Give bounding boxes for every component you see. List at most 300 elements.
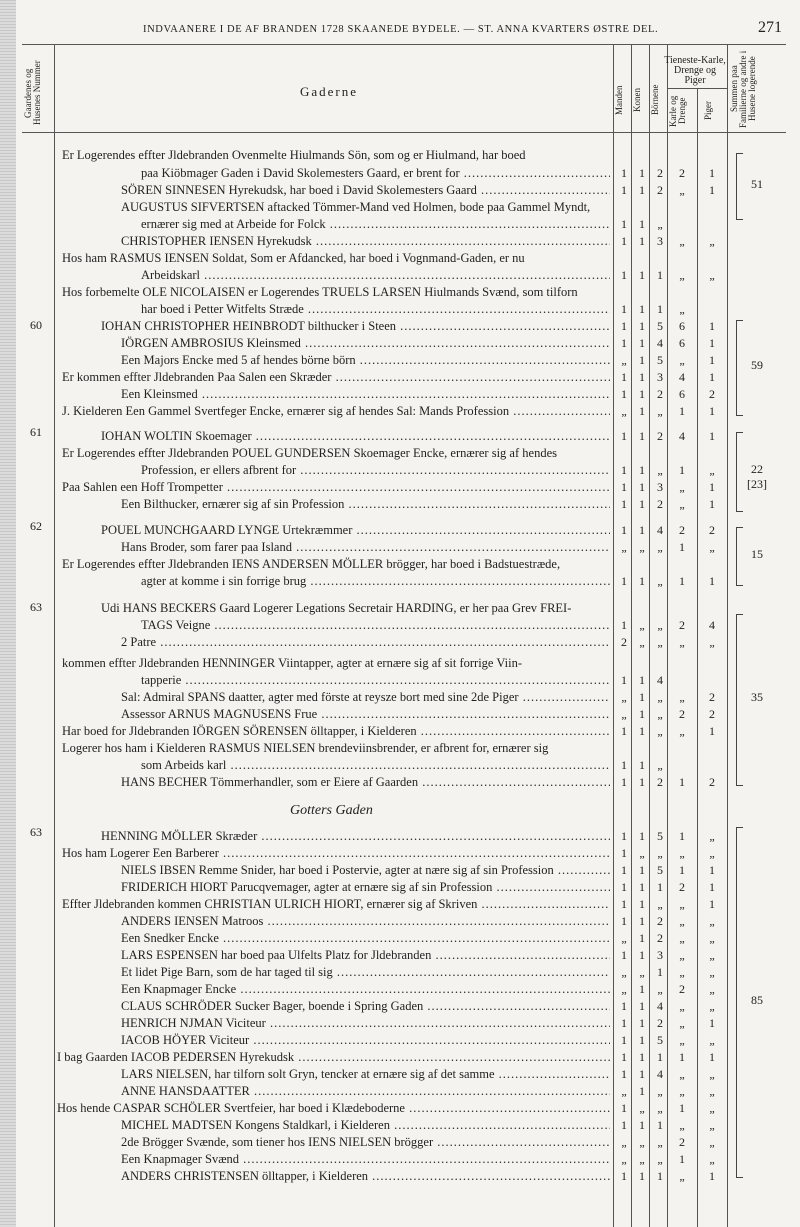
entry-text: Er Logerendes effter Jldebranden POUEL GUNDERSEN Skoemager Encke, ernærer sig af hendes <box>62 446 557 460</box>
entry-text: J. Kielderen Een Gammel Svertfeger Encke, ernærer sig af hendes Sal: Mands Profession ..... <box>62 404 610 418</box>
wife-count: 1 <box>639 268 645 282</box>
male-servants-count: „ <box>679 497 685 511</box>
family-total: 15 <box>751 546 763 561</box>
girls-count: 1 <box>709 353 715 367</box>
men-count: 1 <box>621 673 627 687</box>
entry-text: Har boed for Jldebranden IÖRGEN SÖRENSEN ölltapper, i Kielderen ..... <box>62 724 610 738</box>
men-count: 1 <box>621 1101 627 1115</box>
children-count: „ <box>657 1135 663 1149</box>
men-count: „ <box>621 931 627 945</box>
entry-text: POUEL MUNCHGAARD LYNGE Urtekræmmer ..... <box>101 523 610 537</box>
male-servants-count: „ <box>679 846 685 860</box>
entry-text: Assessor ARNUS MAGNUSENS Frue ..... <box>121 707 610 721</box>
male-servants-count: 2 <box>679 523 685 537</box>
children-count: 2 <box>657 183 663 197</box>
entry-text: ANDERS CHRISTENSEN ölltapper, i Kielderen ..... <box>121 1169 610 1183</box>
register-entry <box>62 147 610 164</box>
male-servants-count: „ <box>679 480 685 494</box>
entry-text: AUGUSTUS SIFVERTSEN aftacked Tömmer-Mand ved Holmen, bode paa Gammel Myndt, <box>121 200 591 214</box>
men-count: 1 <box>621 234 627 248</box>
entry-text: SÖREN SINNESEN Hyrekudsk, har boed i David Skolemesters Gaard ..... <box>121 183 610 197</box>
register-entry <box>62 556 610 573</box>
register-entry <box>141 573 610 590</box>
family-total: 51 <box>751 176 763 191</box>
men-count: 1 <box>621 948 627 962</box>
entry-text: paa Kiöbmager Gaden i David Skolemesters Gaard, er brent for ..... <box>141 166 610 180</box>
men-count: 1 <box>621 863 627 877</box>
header-children: Börnene <box>650 84 660 116</box>
male-servants-count: 1 <box>679 829 685 843</box>
men-count: 1 <box>621 897 627 911</box>
children-count: „ <box>657 540 663 554</box>
register-entry <box>121 981 610 998</box>
wife-count: 1 <box>639 387 645 401</box>
children-count: 2 <box>657 914 663 928</box>
entry-text: Sal: Admiral SPANS daatter, agter med förste at reysze bort med sine 2de Piger ..... <box>121 690 610 704</box>
male-servants-count: 1 <box>679 863 685 877</box>
entry-text: Logerer hos ham i Kielderen RASMUS NIELSEN brendeviinsbrender, er afbrent for, ernærer sig <box>62 741 549 755</box>
men-count: 1 <box>621 166 627 180</box>
family-bracket <box>736 153 743 220</box>
children-count: 4 <box>657 1067 663 1081</box>
register-entry <box>121 964 610 981</box>
entry-text: agter at komme i sin forrige brug ..... <box>141 574 610 588</box>
register-entry <box>101 428 610 445</box>
children-count: „ <box>657 1152 663 1166</box>
male-servants-count: 6 <box>679 336 685 350</box>
male-servants-count: 6 <box>679 387 685 401</box>
men-count: 1 <box>621 387 627 401</box>
male-servants-count: 2 <box>679 618 685 632</box>
children-count: 4 <box>657 999 663 1013</box>
wife-count: 1 <box>639 370 645 384</box>
entry-text: ernærer sig med at Arbeide for Folck ..... <box>141 217 610 231</box>
entry-text: Hos hende CASPAR SCHÖLER Svertfeier, har boed i Klædeboderne ..... <box>57 1101 610 1115</box>
men-count: 1 <box>621 880 627 894</box>
children-count: 3 <box>657 370 663 384</box>
children-count: 5 <box>657 1033 663 1047</box>
male-servants-count: „ <box>679 302 685 316</box>
entry-text: NIELS IBSEN Remme Snider, har boed i Postervie, agter at nære sig af sin Profession ..... <box>121 863 610 877</box>
wife-count: „ <box>639 540 645 554</box>
wife-count: „ <box>639 618 645 632</box>
children-count: „ <box>657 217 663 231</box>
house-number: 60 <box>30 318 42 332</box>
wife-count: 1 <box>639 775 645 789</box>
wife-count: 1 <box>639 404 645 418</box>
entry-text: 2de Brögger Svænde, som tiener hos IENS NIELSEN brögger ..... <box>121 1135 610 1149</box>
header-wife: Konen <box>632 88 642 112</box>
girls-count: „ <box>709 1101 715 1115</box>
register-entry <box>121 199 610 216</box>
men-count: „ <box>621 1135 627 1149</box>
register-entry <box>121 496 610 513</box>
entry-text: Er Logerendes effter Jldebranden Ovenmelte Hiulmands Sön, som og er Hiulmand, har boed <box>62 148 526 162</box>
men-count: 1 <box>621 268 627 282</box>
male-servants-count: 1 <box>679 463 685 477</box>
wife-count: 1 <box>639 863 645 877</box>
entry-text: CHRISTOPHER IENSEN Hyrekudsk ..... <box>121 234 610 248</box>
girls-count: 1 <box>709 897 715 911</box>
men-count: „ <box>621 707 627 721</box>
register-entry <box>141 216 610 233</box>
male-servants-count: „ <box>679 690 685 704</box>
register-entry <box>62 723 610 740</box>
entry-text: Een Snedker Encke ..... <box>121 931 610 945</box>
entry-text: HENRICH NJMAN Viciteur ..... <box>121 1016 610 1030</box>
header-total: Summen paa Familierne og andre i Husene logerende <box>729 50 757 128</box>
male-servants-count: 1 <box>679 540 685 554</box>
men-count: 1 <box>621 775 627 789</box>
wife-count: „ <box>639 846 645 860</box>
register-entry <box>62 845 610 862</box>
register-entry <box>101 600 610 617</box>
male-servants-count: 1 <box>679 574 685 588</box>
entry-text: Een Majors Encke med 5 af hendes börne börn ..... <box>121 353 610 367</box>
children-count: „ <box>657 982 663 996</box>
entry-text: Een Bilthucker, ernærer sig af sin Profession ..... <box>121 497 610 511</box>
wife-count: 1 <box>639 429 645 443</box>
girls-count: „ <box>709 635 715 649</box>
men-count: 1 <box>621 1016 627 1030</box>
entry-text: Hans Broder, som farer paa Island ..... <box>121 540 610 554</box>
register-entry <box>121 1151 610 1168</box>
header-rule <box>22 132 786 133</box>
children-count: „ <box>657 1084 663 1098</box>
register-entry <box>121 1168 610 1185</box>
register-entry <box>57 1100 610 1117</box>
children-count: 1 <box>657 1050 663 1064</box>
wife-count: 1 <box>639 758 645 772</box>
men-count: 1 <box>621 463 627 477</box>
entry-text: som Arbeids karl ..... <box>141 758 610 772</box>
wife-count: 1 <box>639 914 645 928</box>
men-count: 1 <box>621 429 627 443</box>
children-count: 5 <box>657 829 663 843</box>
male-servants-count: „ <box>679 234 685 248</box>
wife-count: „ <box>639 1135 645 1149</box>
girls-count: 2 <box>709 690 715 704</box>
wife-count: 1 <box>639 673 645 687</box>
register-entry <box>62 403 610 420</box>
wife-count: „ <box>639 965 645 979</box>
girls-count: „ <box>709 540 715 554</box>
wife-count: „ <box>639 635 645 649</box>
male-servants-count: „ <box>679 897 685 911</box>
col-rule-streets <box>613 44 614 1227</box>
wife-count: 1 <box>639 302 645 316</box>
children-count: 5 <box>657 863 663 877</box>
entry-text: MICHEL MADTSEN Kongens Staldkarl, i Kielderen ..... <box>121 1118 610 1132</box>
register-entry <box>121 1134 610 1151</box>
children-count: 1 <box>657 965 663 979</box>
family-total: 85 <box>751 992 763 1007</box>
entry-text: Hos ham RASMUS IENSEN Soldat, Som er Afdancked, har boed i Vognmand-Gaden, er nu <box>62 251 525 265</box>
children-count: 4 <box>657 523 663 537</box>
men-count: „ <box>621 965 627 979</box>
wife-count: 1 <box>639 690 645 704</box>
wife-count: 1 <box>639 1016 645 1030</box>
register-entry <box>62 479 610 496</box>
entry-text: Paa Sahlen een Hoff Trompetter ..... <box>62 480 610 494</box>
house-number: 63 <box>30 600 42 614</box>
men-count: 1 <box>621 618 627 632</box>
register-entry <box>121 947 610 964</box>
register-entry <box>121 634 610 651</box>
male-servants-count: 4 <box>679 429 685 443</box>
register-entry <box>141 672 610 689</box>
entry-text: HENNING MÖLLER Skræder ..... <box>101 829 610 843</box>
children-count: 2 <box>657 1016 663 1030</box>
page-number: 271 <box>758 19 782 36</box>
entry-text: Een Kleinsmed ..... <box>121 387 610 401</box>
wife-count: 1 <box>639 999 645 1013</box>
entry-text: HANS BECHER Tömmerhandler, som er Eiere af Gaarden ..... <box>121 775 610 789</box>
men-count: 1 <box>621 523 627 537</box>
wife-count: 1 <box>639 1084 645 1098</box>
register-entry <box>141 462 610 479</box>
male-servants-count: „ <box>679 268 685 282</box>
children-count: „ <box>657 897 663 911</box>
male-servants-count: 4 <box>679 370 685 384</box>
male-servants-count: „ <box>679 1169 685 1183</box>
wife-count: „ <box>639 1101 645 1115</box>
men-count: „ <box>621 690 627 704</box>
register-entry <box>62 445 610 462</box>
girls-count: „ <box>709 234 715 248</box>
children-count: „ <box>657 1101 663 1115</box>
children-count: 3 <box>657 234 663 248</box>
male-servants-count: 2 <box>679 982 685 996</box>
girls-count: „ <box>709 268 715 282</box>
children-count: „ <box>657 846 663 860</box>
entry-text: LARS NIELSEN, har tilforn solt Gryn, tencker at ernære sig af det samme ..... <box>121 1067 610 1081</box>
wife-count: 1 <box>639 234 645 248</box>
entry-text: IACOB HÖYER Viciteur ..... <box>121 1033 610 1047</box>
register-entry <box>62 740 610 757</box>
men-count: 1 <box>621 829 627 843</box>
register-entry <box>57 1049 610 1066</box>
men-count: 1 <box>621 1033 627 1047</box>
register-entry <box>121 930 610 947</box>
wife-count: 1 <box>639 1033 645 1047</box>
register-entry <box>62 896 610 913</box>
top-rule <box>22 44 786 45</box>
entry-text: 2 Patre ..... <box>121 635 610 649</box>
family-bracket <box>736 432 743 512</box>
children-count: 2 <box>657 166 663 180</box>
header-men: Manden <box>614 85 624 115</box>
girls-count: „ <box>709 463 715 477</box>
male-servants-count: „ <box>679 931 685 945</box>
men-count: 1 <box>621 302 627 316</box>
men-count: 1 <box>621 217 627 231</box>
male-servants-count: „ <box>679 914 685 928</box>
register-entry <box>141 301 610 318</box>
register-entry <box>121 1032 610 1049</box>
wife-count: 1 <box>639 463 645 477</box>
girls-count: „ <box>709 846 715 860</box>
girls-count: 1 <box>709 863 715 877</box>
family-bracket <box>736 827 743 1178</box>
register-entry <box>101 522 610 539</box>
male-servants-count: „ <box>679 635 685 649</box>
entry-text: IOHAN CHRISTOPHER HEINBRODT bilthucker i Steen ..... <box>101 319 610 333</box>
men-count: „ <box>621 353 627 367</box>
girls-count: 2 <box>709 523 715 537</box>
men-count: 1 <box>621 370 627 384</box>
men-count: 2 <box>621 635 627 649</box>
register-entry <box>141 617 610 634</box>
children-count: 5 <box>657 319 663 333</box>
male-servants-count: 1 <box>679 1050 685 1064</box>
men-count: 1 <box>621 999 627 1013</box>
men-count: „ <box>621 404 627 418</box>
wife-count: 1 <box>639 336 645 350</box>
girls-count: 1 <box>709 1016 715 1030</box>
men-count: 1 <box>621 1050 627 1064</box>
wife-count: „ <box>639 1152 645 1166</box>
girls-count: 2 <box>709 775 715 789</box>
children-count: 1 <box>657 268 663 282</box>
wife-count: 1 <box>639 1118 645 1132</box>
wife-count: 1 <box>639 574 645 588</box>
register-entry <box>62 655 610 672</box>
wife-count: 1 <box>639 480 645 494</box>
running-head: INDVAANERE I DE AF BRANDEN 1728 SKAANEDE BYDELE. — ST. ANNA KVARTERS ØSTRE DEL. <box>143 24 659 35</box>
wife-count: 1 <box>639 1067 645 1081</box>
children-count: „ <box>657 690 663 704</box>
children-count: 4 <box>657 336 663 350</box>
entry-text: ANDERS IENSEN Matroos ..... <box>121 914 610 928</box>
girls-count: „ <box>709 999 715 1013</box>
family-bracket <box>736 527 743 586</box>
girls-count: 1 <box>709 724 715 738</box>
entry-text: Er Logerendes effter Jldebranden IENS ANDERSEN MÖLLER brögger, har boed i Badstuestræde, <box>62 557 561 571</box>
men-count: „ <box>621 1084 627 1098</box>
male-servants-count: „ <box>679 965 685 979</box>
register-entry <box>121 1066 610 1083</box>
register-entry <box>141 165 610 182</box>
entry-text: tapperie ..... <box>141 673 610 687</box>
family-total: 59 <box>751 358 763 372</box>
wife-count: 1 <box>639 880 645 894</box>
male-servants-count: 6 <box>679 319 685 333</box>
men-count: 1 <box>621 480 627 494</box>
family-bracket <box>736 614 743 786</box>
girls-count: 2 <box>709 707 715 721</box>
girls-count: „ <box>709 931 715 945</box>
girls-count: 1 <box>709 319 715 333</box>
header-servants: Tieneste-Karle, Drenge og Piger <box>664 55 726 86</box>
register-entry <box>121 1117 610 1134</box>
men-count: „ <box>621 982 627 996</box>
header-streets: Gaderne <box>300 84 359 99</box>
male-servants-count: „ <box>679 1033 685 1047</box>
girls-count: 1 <box>709 166 715 180</box>
men-count: 1 <box>621 1169 627 1183</box>
entry-text: ANNE HANSDAATTER ..... <box>121 1084 610 1098</box>
wife-count: 1 <box>639 829 645 843</box>
wife-count: 1 <box>639 217 645 231</box>
house-number: 63 <box>30 825 42 839</box>
men-count: 1 <box>621 1067 627 1081</box>
girls-count: 4 <box>709 618 715 632</box>
entry-text: Hos ham Logerer Een Barberer ..... <box>62 846 610 860</box>
entry-text: har boed i Petter Witfelts Stræde ..... <box>141 302 610 316</box>
entry-text: LARS ESPENSEN har boed paa Ulfelts Platz for Jldebranden ..... <box>121 948 610 962</box>
entry-text: Arbeidskarl ..... <box>141 268 610 282</box>
header-male-servants: Karle og Drenge <box>668 95 687 127</box>
wife-count: 1 <box>639 183 645 197</box>
wife-count: 1 <box>639 353 645 367</box>
section-title: Gotters Gaden <box>290 803 373 818</box>
register-entry <box>121 386 610 403</box>
girls-count: „ <box>709 1135 715 1149</box>
entry-text: Een Knapmager Svænd ..... <box>121 1152 610 1166</box>
register-entry <box>121 706 610 723</box>
entry-text: CLAUS SCHRÖDER Sucker Bager, boende i Spring Gaden ..... <box>121 999 610 1013</box>
register-entry <box>121 539 610 556</box>
register-entry <box>121 335 610 352</box>
male-servants-count: „ <box>679 183 685 197</box>
wife-count: 1 <box>639 1169 645 1183</box>
col-rule-house <box>54 44 55 1227</box>
family-total: 22 [23] <box>747 462 767 491</box>
register-entry <box>141 267 610 284</box>
girls-count: „ <box>709 914 715 928</box>
male-servants-count: 1 <box>679 1152 685 1166</box>
register-entry <box>121 879 610 896</box>
men-count: 1 <box>621 758 627 772</box>
children-count: „ <box>657 618 663 632</box>
children-count: „ <box>657 635 663 649</box>
register-entry <box>121 998 610 1015</box>
family-total: 35 <box>751 690 763 704</box>
children-count: 3 <box>657 948 663 962</box>
girls-count: 1 <box>709 1050 715 1064</box>
house-number: 61 <box>30 425 42 439</box>
girls-count: 1 <box>709 429 715 443</box>
children-count: „ <box>657 724 663 738</box>
register-entry <box>62 250 610 267</box>
girls-count: „ <box>709 982 715 996</box>
entry-text: Profession, er ellers afbrent for ..... <box>141 463 610 477</box>
men-count: 1 <box>621 846 627 860</box>
children-count: 1 <box>657 1118 663 1132</box>
entry-text: FRIDERICH HIORT Parucqvemager, agter at ernære sig af sin Profession ..... <box>121 880 610 894</box>
children-count: 1 <box>657 880 663 894</box>
children-count: „ <box>657 758 663 772</box>
girls-count: 1 <box>709 404 715 418</box>
entry-text: IOHAN WOLTIN Skoemager ..... <box>101 429 610 443</box>
entry-text: I bag Gaarden IACOB PEDERSEN Hyrekudsk ..... <box>57 1050 610 1064</box>
girls-count: „ <box>709 1084 715 1098</box>
children-count: 2 <box>657 931 663 945</box>
wife-count: 1 <box>639 1050 645 1064</box>
girls-count: „ <box>709 1067 715 1081</box>
entry-text: Er kommen effter Jldebranden Paa Salen een Skræder ..... <box>62 370 610 384</box>
girls-count: „ <box>709 965 715 979</box>
children-count: 2 <box>657 429 663 443</box>
children-count: 1 <box>657 302 663 316</box>
children-count: 5 <box>657 353 663 367</box>
girls-count: 1 <box>709 370 715 384</box>
entry-text: Een Knapmager Encke ..... <box>121 982 610 996</box>
header-girls: Piger <box>703 101 713 121</box>
register-entry <box>121 1015 610 1032</box>
male-servants-count: 2 <box>679 1135 685 1149</box>
